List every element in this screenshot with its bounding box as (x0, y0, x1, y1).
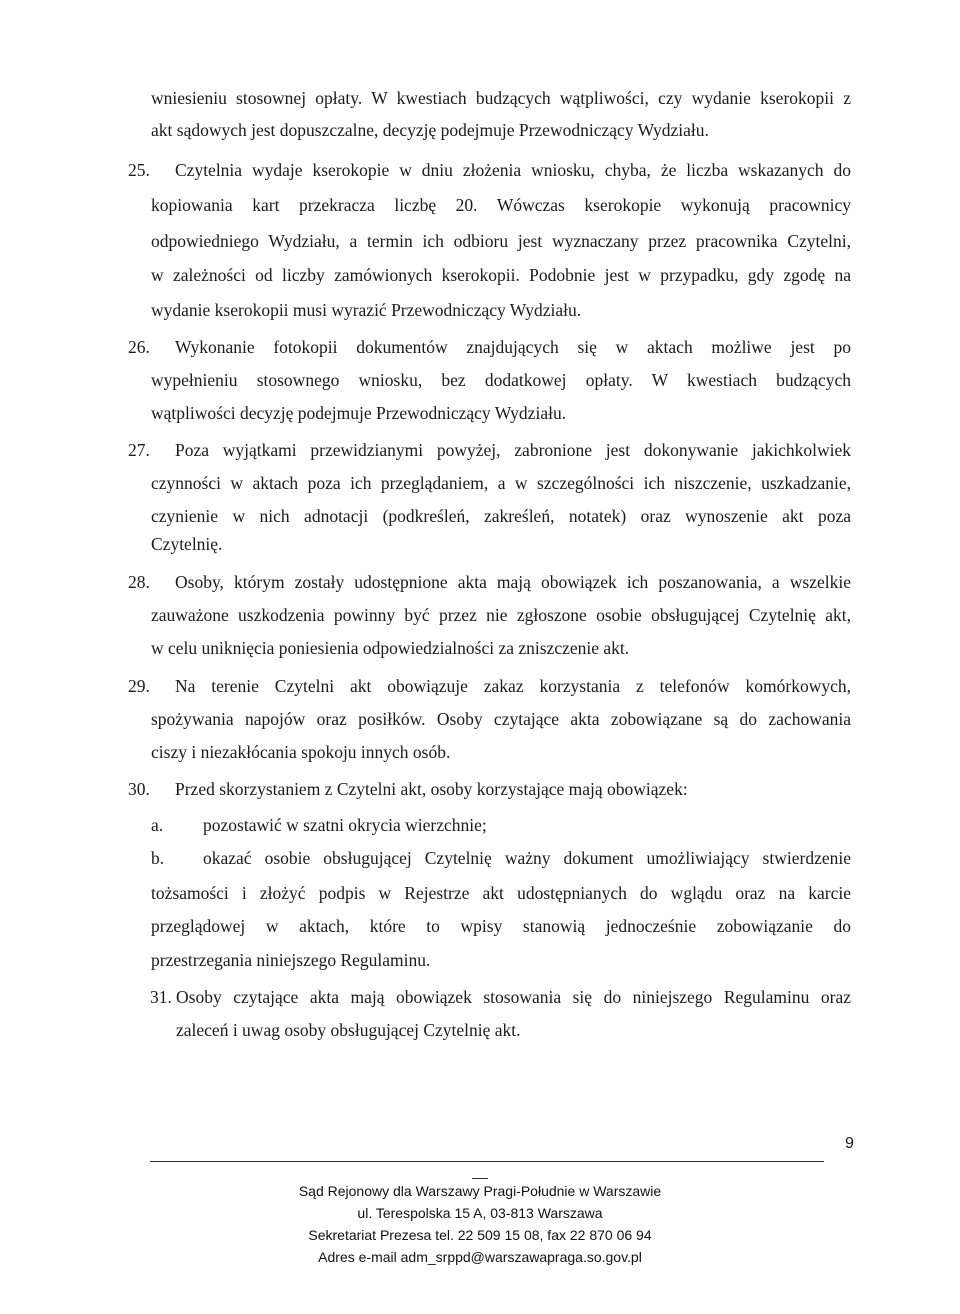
subitem-letter: a. (151, 815, 164, 835)
text-line: w zależności od liczby zamówionych kserokopii. Podobnie jest w przypadku, gdy zgodę na (151, 265, 851, 285)
text-line: Wykonanie fotokopii dokumentów znajdujących się w aktach możliwe jest po (175, 337, 851, 357)
text-line: spożywania napojów oraz posiłków. Osoby czytające akta zobowiązane są do zachowania (151, 709, 851, 729)
item-number: 26. (128, 337, 150, 357)
text-line: okazać osobie obsługującej Czytelnię ważny dokument umożliwiający stwierdzenie (203, 848, 851, 868)
text-line: czynienie w nich adnotacji (podkreśleń, zakreśleń, notatek) oraz wynoszenie akt poza (151, 506, 851, 526)
text-line: Czytelnię. (151, 534, 223, 554)
footer-court-name: Sąd Rejonowy dla Warszawy Pragi-Południe w Warszawie (298, 1183, 662, 1199)
text-line: ciszy i niezakłócania spokoju innych osób. (151, 742, 451, 762)
text-line: przestrzegania niniejszego Regulaminu. (151, 950, 431, 970)
text-line: przeglądowej w aktach, które to wpisy stanowią jednocześnie zobowiązanie do (151, 916, 851, 936)
item-number: 27. (128, 440, 150, 460)
text-line: Osoby, którym zostały udostępnione akta mają obowiązek ich poszanowania, a wszelkie (175, 572, 851, 592)
text-line: zauważone uszkodzenia powinny być przez nie zgłoszone osobie obsługującej Czytelnię akt, (151, 605, 851, 625)
item-number: 25. (128, 160, 150, 180)
text-line: odpowiedniego Wydziału, a termin ich odbioru jest wyznaczany przez pracownika Czytelni, (151, 231, 851, 251)
text-line: zaleceń i uwag osoby obsługującej Czytelnię akt. (176, 1020, 521, 1040)
item-number: 29. (128, 676, 150, 696)
page-number: 9 (845, 1135, 854, 1152)
text-line: Przed skorzystaniem z Czytelni akt, osoby korzystające mają obowiązek: (175, 779, 688, 799)
footer-email: Adres e-mail adm_srppd@warszawapraga.so.gov.pl (318, 1249, 642, 1265)
item-number: 30. (128, 779, 150, 799)
text-line: kopiowania kart przekracza liczbę 20. Wówczas kserokopie wykonują pracownicy (151, 195, 851, 215)
footer-divider (150, 1161, 824, 1162)
text-line: w celu uniknięcia poniesienia odpowiedzialności za zniszczenie akt. (151, 638, 630, 658)
text-line: wątpliwości decyzję podejmuje Przewodniczący Wydziału. (151, 403, 567, 423)
item-number: 28. (128, 572, 150, 592)
text-line: wniesieniu stosownej opłaty. W kwestiach budzących wątpliwości, czy wydanie kserokopii z (151, 88, 851, 108)
item-number: 31. (150, 987, 172, 1007)
text-line: akt sądowych jest dopuszczalne, decyzję podejmuje Przewodniczący Wydziału. (151, 120, 709, 140)
text-line: wypełnieniu stosownego wniosku, bez dodatkowej opłaty. W kwestiach budzących (151, 370, 851, 390)
text-line: czynności w aktach poza ich przeglądaniem, a w szczególności ich niszczenie, uszkadzanie, (151, 473, 851, 493)
text-line: tożsamości i złożyć podpis w Rejestrze akt udostępnianych do wglądu oraz na karcie (151, 883, 851, 903)
footer-phone: Sekretariat Prezesa tel. 22 509 15 08, fax 22 870 06 94 (308, 1227, 652, 1243)
footer-address: ul. Terespolska 15 A, 03-813 Warszawa (357, 1205, 603, 1221)
text-line: Osoby czytające akta mają obowiązek stosowania się do niniejszego Regulaminu oraz (176, 987, 851, 1007)
text-line: Na terenie Czytelni akt obowiązuje zakaz korzystania z telefonów komórkowych, (175, 676, 851, 696)
subitem-letter: b. (151, 848, 165, 868)
text-line: pozostawić w szatni okrycia wierzchnie; (203, 815, 487, 835)
text-line: wydanie kserokopii musi wyrazić Przewodniczący Wydziału. (151, 300, 582, 320)
text-line: Czytelnia wydaje kserokopie w dniu złożenia wniosku, chyba, że liczba wskazanych do (175, 160, 851, 180)
footer-mark (472, 1178, 488, 1179)
text-line: Poza wyjątkami przewidzianymi powyżej, zabronione jest dokonywanie jakichkolwiek (175, 440, 851, 460)
